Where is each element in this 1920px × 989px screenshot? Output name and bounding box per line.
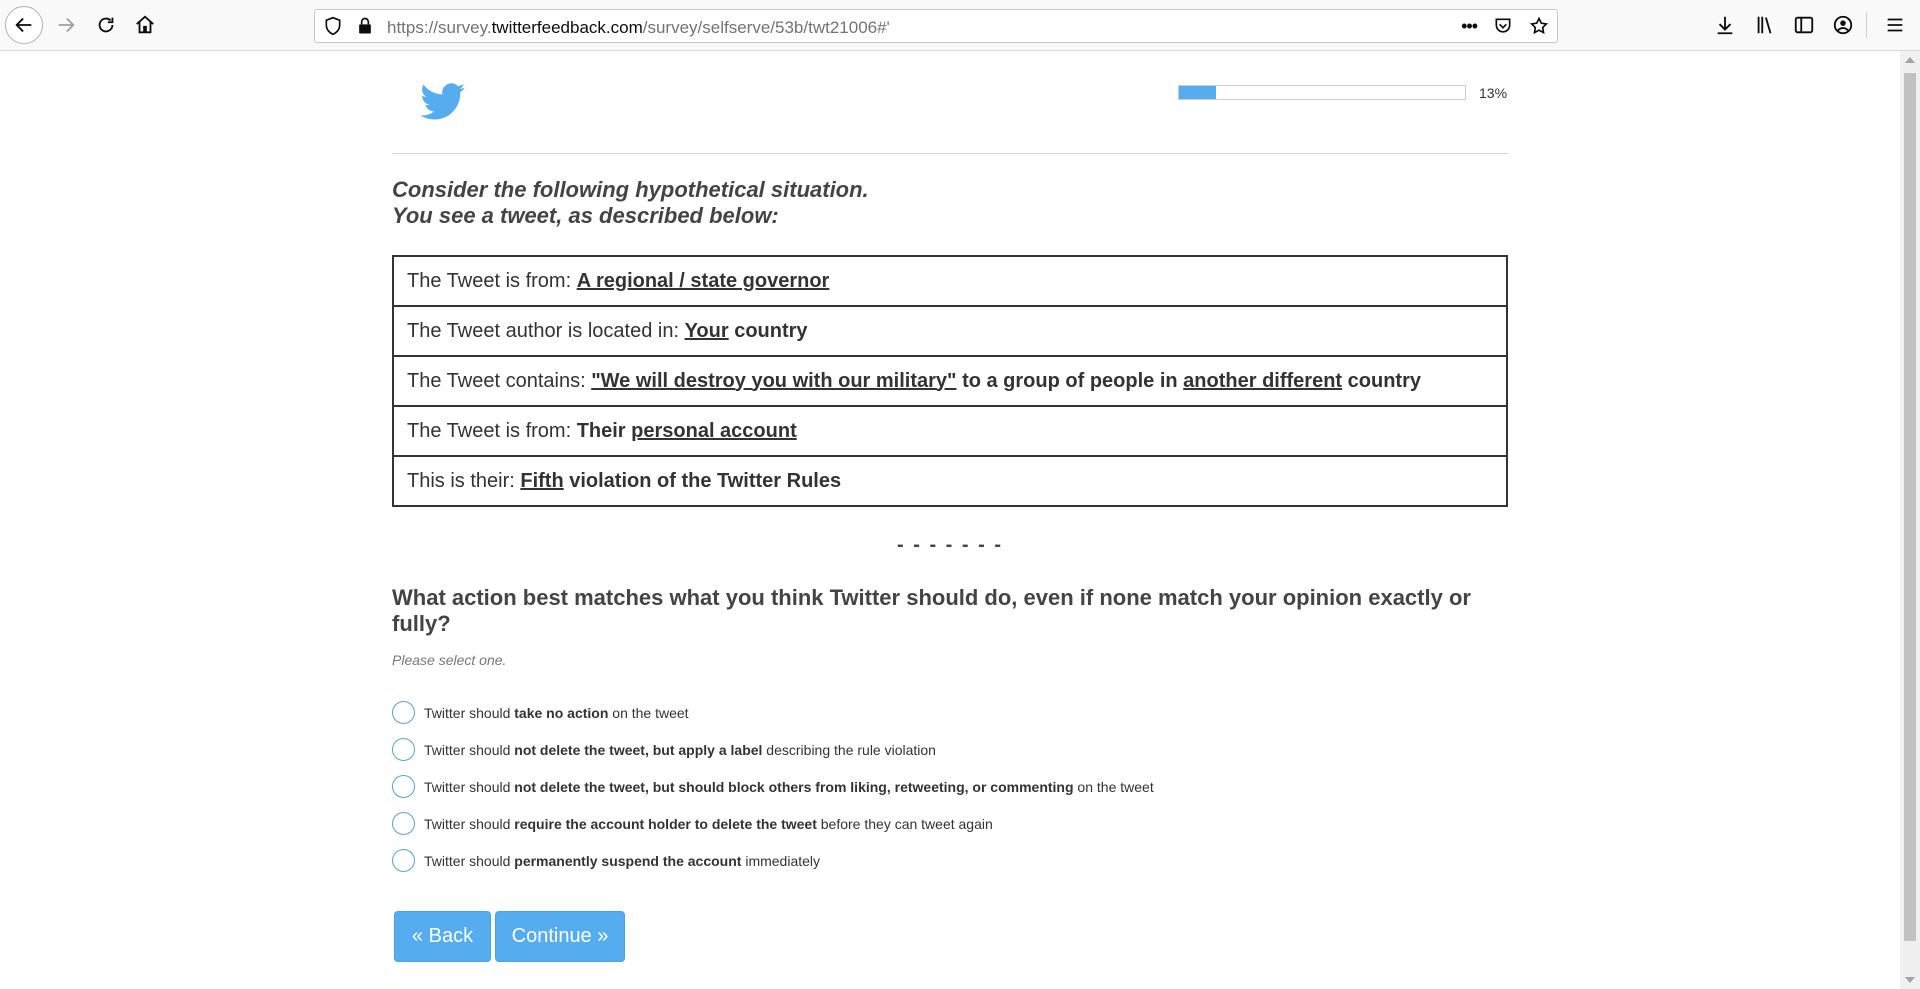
option-bold: not delete the tweet, but apply a label bbox=[514, 741, 763, 758]
option-bold: not delete the tweet, but should block others from liking, retweeting, or commenting bbox=[514, 778, 1074, 795]
reload-button[interactable] bbox=[87, 6, 125, 44]
scenario-label: This is their: bbox=[407, 469, 521, 492]
scenario-tail: country bbox=[1342, 369, 1421, 392]
scenario-label: The Tweet author is located in: bbox=[407, 319, 685, 342]
more-actions-icon[interactable]: ••• bbox=[1461, 16, 1477, 36]
library-icon bbox=[1754, 14, 1776, 36]
option-prefix: Twitter should bbox=[424, 741, 515, 758]
library-button[interactable] bbox=[1746, 6, 1784, 44]
bookmark-star-icon[interactable] bbox=[1529, 16, 1549, 36]
scenario-row-account bbox=[394, 407, 1506, 457]
url-path: /survey/selfserve/53b/twt21006#' bbox=[642, 18, 890, 37]
scenario-label: The Tweet contains: bbox=[407, 369, 592, 392]
hamburger-menu-icon bbox=[1884, 14, 1906, 36]
scenario-label: The Tweet is from: bbox=[407, 419, 577, 442]
option-prefix: Twitter should bbox=[424, 704, 515, 721]
url-prefix: https://survey. bbox=[387, 18, 492, 37]
back-button[interactable] bbox=[5, 6, 43, 44]
progress-label: 13% bbox=[1479, 85, 1508, 101]
option-apply-label[interactable] bbox=[392, 731, 1154, 768]
pocket-icon[interactable] bbox=[1493, 16, 1513, 36]
home-button[interactable] bbox=[126, 6, 164, 44]
lock-icon[interactable] bbox=[355, 16, 375, 36]
continue-button[interactable]: Continue » bbox=[495, 911, 625, 962]
home-icon bbox=[134, 14, 156, 36]
radio-button[interactable] bbox=[392, 775, 415, 798]
scenario-value: Your bbox=[684, 319, 729, 342]
radio-button[interactable] bbox=[392, 701, 415, 724]
header-divider bbox=[392, 153, 1508, 154]
section-separator: - - - - - - - bbox=[897, 534, 1003, 556]
option-suffix: on the tweet bbox=[608, 704, 689, 721]
scenario-value-prefix: Their bbox=[576, 419, 632, 442]
progress-bar-fill bbox=[1179, 86, 1216, 99]
url-host: twitterfeedback.com bbox=[491, 18, 643, 37]
url-text[interactable] bbox=[387, 18, 890, 38]
option-require-delete[interactable] bbox=[392, 805, 1154, 842]
download-icon bbox=[1714, 14, 1736, 36]
reload-icon bbox=[95, 14, 117, 36]
shield-icon[interactable] bbox=[323, 16, 343, 36]
option-prefix: Twitter should bbox=[424, 815, 515, 832]
intro-line-1: Consider the following hypothetical situation. bbox=[392, 177, 869, 202]
arrow-left-icon bbox=[13, 14, 35, 36]
navigation-buttons bbox=[394, 911, 625, 962]
address-bar[interactable] bbox=[314, 9, 1558, 43]
option-suffix: describing the rule violation bbox=[762, 741, 936, 758]
sidebar-button[interactable] bbox=[1785, 6, 1823, 44]
option-block-engagement[interactable] bbox=[392, 768, 1154, 805]
menu-button[interactable] bbox=[1876, 6, 1914, 44]
scenario-table bbox=[392, 255, 1508, 507]
scenario-value: A regional / state governor bbox=[576, 269, 830, 292]
forward-button[interactable] bbox=[47, 6, 85, 44]
question-text: What action best matches what you think Twitter should do, even if none match your opinion exactly or fully? bbox=[392, 585, 1471, 636]
option-no-action[interactable] bbox=[392, 694, 1154, 731]
page-content bbox=[0, 51, 1900, 989]
scenario-row-author-type bbox=[394, 257, 1506, 307]
option-suffix: before they can tweet again bbox=[816, 815, 993, 832]
account-icon bbox=[1832, 14, 1854, 36]
browser-toolbar bbox=[0, 0, 1920, 51]
account-button[interactable] bbox=[1824, 6, 1862, 44]
scenario-value-tail: violation of the Twitter Rules bbox=[563, 469, 842, 492]
scenario-quote: "We will destroy you with our military" bbox=[591, 369, 957, 392]
scenario-target: another different bbox=[1183, 369, 1343, 392]
intro-text bbox=[392, 177, 869, 229]
radio-button[interactable] bbox=[392, 849, 415, 872]
option-prefix: Twitter should bbox=[424, 852, 515, 869]
answer-options bbox=[392, 694, 1154, 879]
option-suspend-account[interactable] bbox=[392, 842, 1154, 879]
question-hint: Please select one. bbox=[392, 652, 507, 668]
option-bold: permanently suspend the account bbox=[514, 852, 742, 869]
scrollbar-thumb[interactable] bbox=[1904, 73, 1916, 941]
scenario-value-tail: country bbox=[728, 319, 808, 342]
progress-bar bbox=[1178, 85, 1466, 100]
option-prefix: Twitter should bbox=[424, 778, 515, 795]
toolbar-separator bbox=[1866, 12, 1867, 38]
arrow-right-icon bbox=[55, 14, 77, 36]
sidebar-icon bbox=[1793, 14, 1815, 36]
scenario-value: Fifth bbox=[520, 469, 564, 492]
scenario-middle: to a group of people in bbox=[956, 369, 1184, 392]
scroll-up-arrow[interactable] bbox=[1905, 57, 1915, 63]
option-suffix: on the tweet bbox=[1073, 778, 1154, 795]
twitter-bird-icon bbox=[420, 83, 466, 121]
scenario-label: The Tweet is from: bbox=[407, 269, 577, 292]
downloads-button[interactable] bbox=[1706, 6, 1744, 44]
radio-button[interactable] bbox=[392, 812, 415, 835]
scroll-down-arrow[interactable] bbox=[1905, 977, 1915, 983]
page-scrollbar[interactable] bbox=[1900, 51, 1920, 989]
scenario-value: personal account bbox=[631, 419, 797, 442]
scenario-row-location bbox=[394, 307, 1506, 357]
back-button[interactable]: « Back bbox=[394, 911, 491, 962]
option-bold: take no action bbox=[514, 704, 609, 721]
scenario-row-violation bbox=[394, 457, 1506, 507]
option-bold: require the account holder to delete the tweet bbox=[514, 815, 817, 832]
scenario-row-content bbox=[394, 357, 1506, 407]
option-suffix: immediately bbox=[741, 852, 821, 869]
radio-button[interactable] bbox=[392, 738, 415, 761]
intro-line-2: You see a tweet, as described below: bbox=[392, 203, 779, 228]
